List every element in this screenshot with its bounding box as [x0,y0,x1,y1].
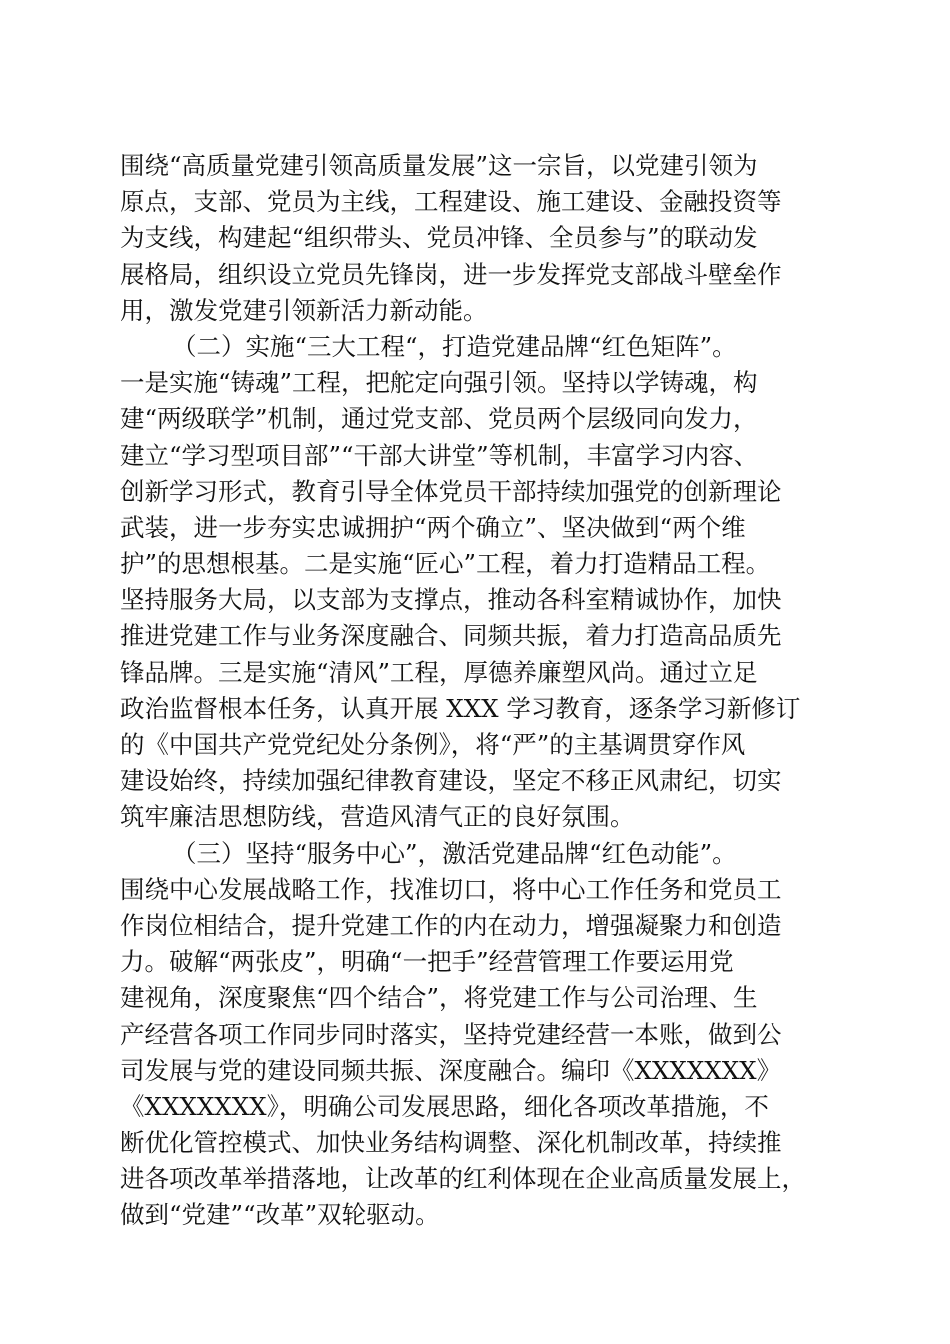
paragraph-2-line: 武装，进一步夯实忠诚拥护“两个确立”、坚决做到“两个维 [120,512,746,542]
paragraph-2-line: 政治监督根本任务，认真开展 XXX 学习教育，逐条学习新修订 [120,693,801,723]
paragraph-2-line: 创新学习形式，教育引导全体党员干部持续加强党的创新理论 [120,476,782,506]
paragraph-2-line: 的《中国共产党党纪处分条例》，将“严”的主基调贯穿作风 [120,730,746,759]
paragraph-1-line: 用，激发党建引领新活力新动能。 [120,295,488,325]
section-heading-3: （三）坚持“服务中心”，激活党建品牌“红色动能”。 [172,838,737,868]
paragraph-3-line: 产经营各项工作同步同时落实，坚持党建经营一本账，做到公 [120,1019,782,1049]
paragraph-2-line: 推进党建工作与业务深度融合、同频共振，着力打造高品质先 [120,621,782,651]
paragraph-1-line: 为支线，构建起“组织带头、党员冲锋、全员参与”的联动发 [120,223,758,253]
paragraph-2-line: 筑牢廉洁思想防线，营造风清气正的良好氛围。 [120,802,635,832]
paragraph-3-line: 围绕中心发展战略工作，找准切口，将中心工作任务和党员工 [120,874,782,904]
paragraph-3-line: 司发展与党的建设同频共振、深度融合。编印《XXXXXXX》 [120,1055,782,1085]
paragraph-3-line: 《XXXXXXX》，明确公司发展思路，细化各项改革措施，不 [120,1091,769,1121]
paragraph-2-line: 护”的思想根基。二是实施“匠心”工程，着力打造精品工程。 [120,549,771,579]
paragraph-1-line: 展格局，组织设立党员先锋岗，进一步发挥党支部战斗壁垒作 [120,259,782,289]
paragraph-3-line: 力。破解“两张皮”，明确“一把手”经营管理工作要运用党 [120,947,734,977]
document-body [120,148,860,1234]
paragraph-2-line: 一是实施“铸魂”工程，把舵定向强引领。坚持以学铸魂，构 [120,368,758,398]
paragraph-1-line: 原点，支部、党员为主线，工程建设、施工建设、金融投资等 [120,187,782,217]
paragraph-2-line: 坚持服务大局，以支部为支撑点，推动各科室精诚协作，加快 [120,585,782,615]
paragraph-2-line: 锋品牌。三是实施“清风”工程，厚德养廉塑风尚。通过立足 [120,657,758,687]
paragraph-2-line: 建设始终，持续加强纪律教育建设，坚定不移正风肃纪，切实 [120,766,782,796]
paragraph-3-line: 进各项改革举措落地，让改革的红利体现在企业高质量发展上， [120,1164,806,1194]
section-heading-2: （二）实施“三大工程“，打造党建品牌“红色矩阵”。 [172,331,737,361]
paragraph-2-line: 建立“学习型项目部”“干部大讲堂”等机制，丰富学习内容、 [120,440,759,470]
paragraph-2-line: 建“两级联学”机制，通过党支部、党员两个层级同向发力， [120,404,758,434]
paragraph-3-line: 建视角，深度聚焦“四个结合”，将党建工作与公司治理、生 [120,983,758,1013]
paragraph-3-line: 做到“党建”“改革”双轮驱动。 [120,1200,440,1230]
paragraph-3-line: 作岗位相结合，提升党建工作的内在动力，增强凝聚力和创造 [120,910,782,940]
paragraph-1-line: 围绕“高质量党建引领高质量发展”这一宗旨，以党建引领为 [120,151,758,180]
paragraph-3-line: 断优化管控模式、加快业务结构调整、深化机制改革，持续推 [120,1128,782,1158]
